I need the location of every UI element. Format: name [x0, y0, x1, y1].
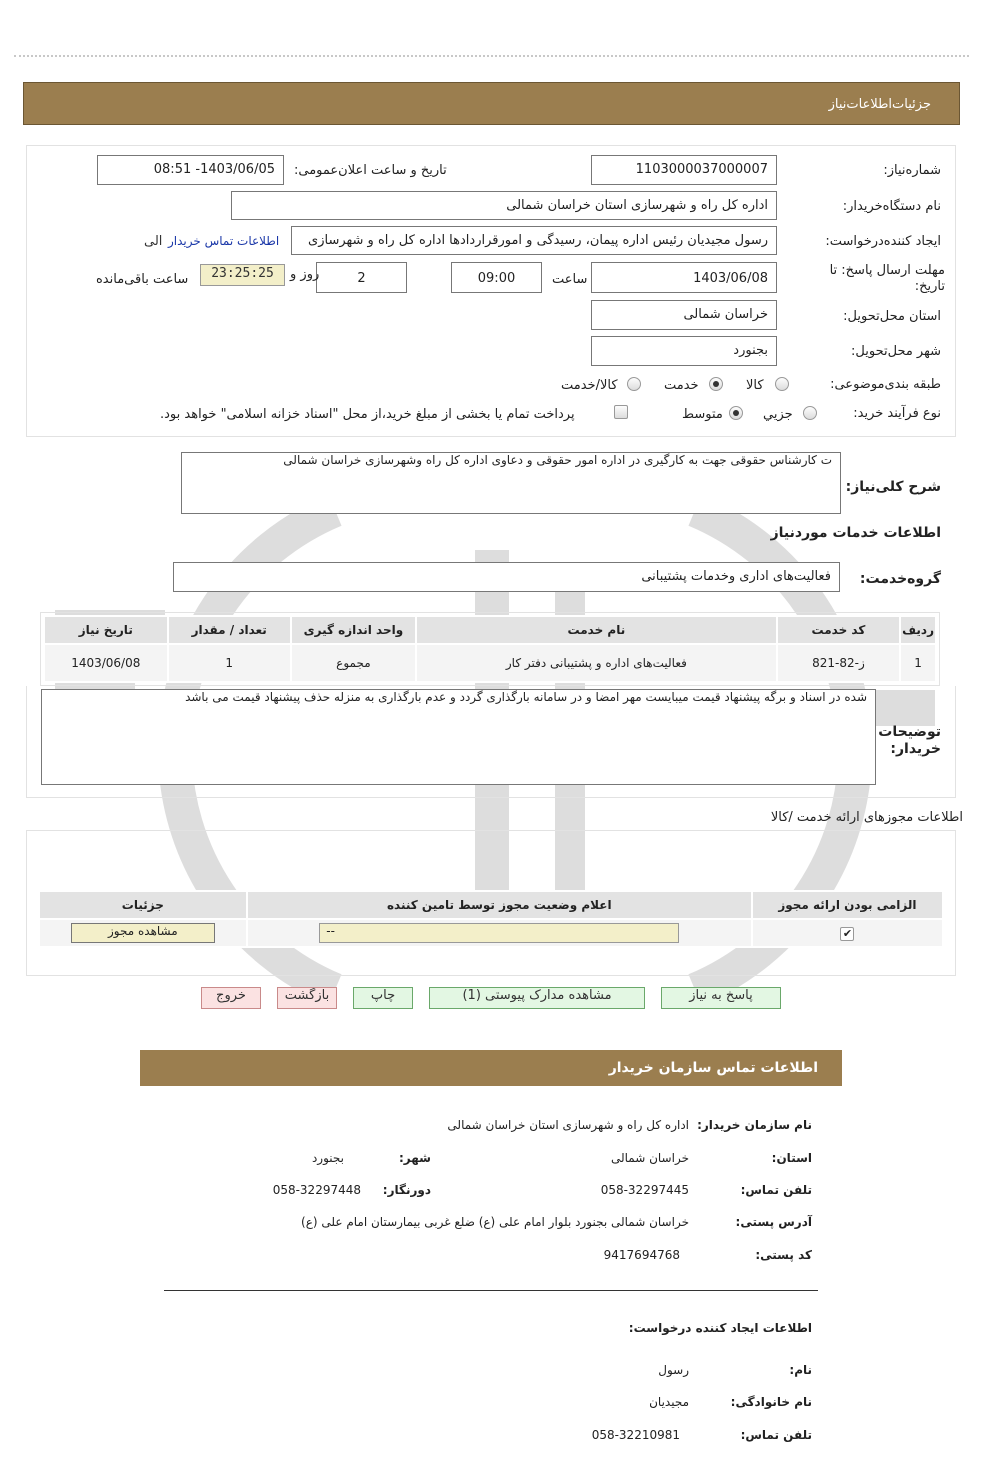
purchase-option-partial: جزیي: [763, 407, 793, 422]
contact-province-label: استان:: [771, 1151, 812, 1165]
creator-name-value: رسول: [658, 1363, 689, 1377]
creator-family-label: نام خانوادگی:: [730, 1395, 812, 1409]
category-option-service: خدمت: [664, 378, 699, 393]
top-divider: [14, 55, 969, 57]
contact-phone-value: 058-32297445: [600, 1183, 689, 1197]
view-attachments-button[interactable]: مشاهده مدارک پیوستی (1): [429, 987, 645, 1009]
print-button[interactable]: چاپ: [353, 987, 413, 1009]
col-service-code: کد خدمت: [777, 616, 900, 644]
contact-city-value: بجنورد: [311, 1151, 344, 1165]
table-row: [44, 644, 936, 682]
requester-field[interactable]: رسول مجیدیان رئیس اداره پیمان، رسیدگی و امورقراردادها اداره کل راه و شهرسازی: [291, 226, 777, 255]
col-service-name: نام خدمت: [416, 616, 777, 644]
row-service-name: فعالیت‌های اداره و پشتیبانی دفتر کار: [416, 644, 777, 682]
exit-button[interactable]: خروج: [201, 987, 261, 1009]
treasury-payment-checkbox[interactable]: [614, 405, 628, 419]
category-radio-service[interactable]: [709, 377, 723, 391]
general-desc-label: شرح کلی‌نیاز:: [845, 479, 941, 495]
category-radio-goods-service[interactable]: [627, 377, 641, 391]
contact-divider: [164, 1290, 818, 1291]
deadline-time-field[interactable]: 09:00: [451, 262, 542, 293]
contact-postal-label: کد پستی:: [755, 1248, 812, 1262]
remaining-timer: 23:25:25: [200, 264, 285, 286]
contact-fax-value: 058-32297448: [272, 1183, 361, 1197]
creator-family-value: مجیدیان: [649, 1395, 689, 1409]
table-row: [39, 919, 943, 947]
buyer-notes-field[interactable]: شده در اسناد و برگه پیشنهاد قیمت میبایست مهر امضا و در سامانه بارگذاری گردد و عدم بارگذاری به منزله حذف پیشنهاد قیمت می باشد: [41, 689, 876, 785]
row-unit: مجموع: [291, 644, 416, 682]
purchase-radio-partial[interactable]: [803, 406, 817, 420]
deadline-label: مهلت ارسال پاسخ: تا تاریخ:: [829, 263, 945, 294]
buyer-contact-link[interactable]: اطلاعات تماس خریدار: [168, 234, 280, 248]
deadline-date-field[interactable]: 1403/06/08: [591, 262, 777, 293]
buyer-org-field[interactable]: اداره کل راه و شهرسازی استان خراسان شمالی: [231, 191, 777, 220]
announce-datetime-field[interactable]: 1403/06/05- 08:51: [97, 155, 284, 185]
deadline-days-label: روز و: [290, 267, 320, 282]
contact-title: اطلاعات تماس سازمان خریدار: [608, 1060, 818, 1076]
treasury-payment-note: پرداخت تمام یا بخشی از مبلغ خرید،از محل "اسناد خزانه اسلامی" خواهد بود.: [160, 407, 575, 422]
contact-address-label: آدرس پستی:: [735, 1215, 812, 1229]
purchase-radio-medium[interactable]: [729, 406, 743, 420]
header-bar: [23, 82, 960, 125]
view-permit-button[interactable]: مشاهده مجوز: [71, 923, 215, 943]
need-number-label: شماره‌نیاز:: [883, 163, 941, 178]
need-number-field[interactable]: 1103000037000007: [591, 155, 777, 185]
col-row: ردیف: [900, 616, 936, 644]
category-option-goods-service: کالا/خدمت: [561, 378, 618, 393]
announce-datetime-label: تاریخ و ساعت اعلان‌عمومی:: [294, 163, 447, 178]
requester-label: ایجاد کننده‌درخواست:: [825, 234, 941, 249]
col-permit-status: اعلام وضعیت مجوز توسط تامین کننده: [247, 891, 752, 919]
permit-status-cell: [247, 919, 752, 947]
deadline-days-field[interactable]: 2: [316, 262, 407, 293]
city-field[interactable]: بجنورد: [591, 336, 777, 366]
creator-name-label: نام:: [789, 1363, 812, 1377]
services-table: [43, 615, 937, 683]
services-title: اطلاعات خدمات مورد‌نیاز: [770, 525, 941, 541]
permits-title: اطلاعات مجوزهای ارائه خدمت /کالا: [770, 810, 963, 825]
province-label: استان محل‌تحویل:: [843, 309, 941, 324]
general-desc-field[interactable]: ت کارشناس حقوقی جهت به کارگیری در اداره امور حقوقی و دعاوی اداره کل راه وشهرسازی خراسان شمالی: [181, 452, 841, 514]
service-group-label: گروه‌خدمت:: [859, 571, 941, 587]
requester-suffix: الی: [144, 234, 163, 249]
row-quantity: 1: [168, 644, 291, 682]
purchase-option-medium: متوسط: [682, 407, 723, 422]
col-quantity: تعداد / مقدار: [168, 616, 291, 644]
contact-org-value: اداره کل راه و شهرسازی استان خراسان شمالی: [447, 1118, 689, 1132]
contact-org-label: نام سازمان خریدار:: [697, 1118, 812, 1132]
buyer-org-label: نام دستگاه‌خریدار:: [842, 199, 941, 214]
row-service-code: ز-82-821: [777, 644, 900, 682]
col-unit: واحد اندازه گیری: [291, 616, 416, 644]
col-permit-required: الزامی بودن ارائه مجوز: [752, 891, 943, 919]
category-label: طبقه بندی‌موضوعی:: [830, 377, 941, 392]
permit-details-cell: [39, 919, 247, 947]
permit-status-field[interactable]: --: [319, 923, 679, 943]
back-button[interactable]: بازگشت: [277, 987, 337, 1009]
deadline-time-label: ساعت: [552, 272, 588, 287]
contact-postal-value: 9417694768: [603, 1248, 680, 1262]
contact-city-label: شهر:: [399, 1151, 431, 1165]
reply-button[interactable]: پاسخ به نیاز: [661, 987, 781, 1009]
contact-fax-label: دورنگار:: [382, 1183, 431, 1197]
creator-title: اطلاعات ایجاد کننده درخواست:: [628, 1321, 812, 1335]
row-need-date: 1403/06/08: [44, 644, 168, 682]
city-label: شهر محل‌تحویل:: [851, 344, 941, 359]
contact-address-value: خراسان شمالی بجنورد بلوار امام علی (ع) ضلع غربی بیمارستان امام علی (ع): [301, 1215, 689, 1229]
permits-table: [38, 890, 944, 948]
category-radio-goods[interactable]: [775, 377, 789, 391]
permit-required-checkbox[interactable]: ✔: [840, 927, 854, 941]
row-index: 1: [900, 644, 936, 682]
creator-phone-value: 058-32210981: [591, 1428, 680, 1442]
purchase-type-label: نوع فرآیند خرید:: [853, 406, 941, 421]
col-need-date: تاریخ نیاز: [44, 616, 168, 644]
creator-phone-label: تلفن تماس:: [740, 1428, 812, 1442]
province-field[interactable]: خراسان شمالی: [591, 300, 777, 330]
page-title: جزئیات‌اطلاعات‌نیاز: [828, 97, 931, 112]
contact-province-value: خراسان شمالی: [610, 1151, 689, 1165]
contact-header: [140, 1050, 842, 1086]
service-group-field[interactable]: فعالیت‌های اداری وخدمات پشتیبانی: [173, 562, 840, 592]
contact-phone-label: تلفن تماس:: [740, 1183, 812, 1197]
permit-required-cell: [752, 919, 943, 947]
remaining-label: ساعت باقی‌مانده: [96, 272, 189, 287]
category-option-goods: کالا: [746, 378, 764, 393]
buyer-notes-label: توضیحات خریدار:: [878, 724, 941, 757]
col-permit-details: جزئیات: [39, 891, 247, 919]
